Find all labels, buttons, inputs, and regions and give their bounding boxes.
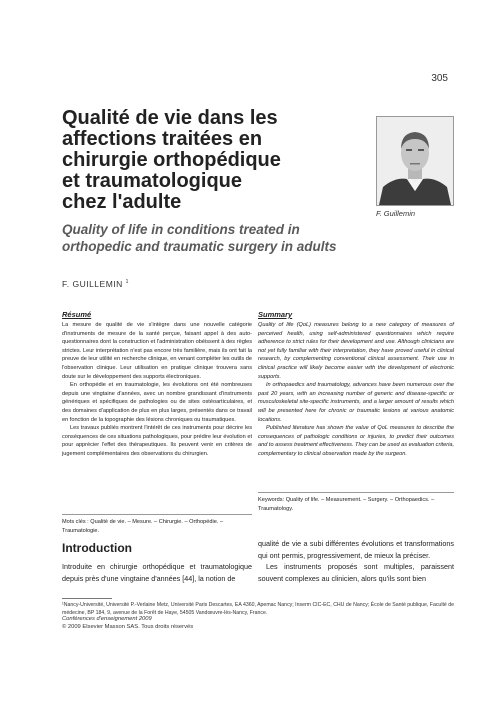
summary-heading: Summary — [258, 310, 293, 319]
page-footer — [62, 615, 193, 631]
title-line: chez l'adulte — [62, 191, 182, 213]
keywords-list: Qualité de vie. – Mesure. – Chirurgie. – Orthopédie. – Traumatologie. — [62, 519, 224, 534]
introduction-right-column — [258, 538, 454, 584]
copyright-notice: © 2009 Elsevier Masson SAS. Tous droits réservés — [62, 624, 194, 630]
summary-text — [258, 321, 454, 459]
article-subtitle — [62, 221, 382, 255]
resume-paragraph: En orthopédie et en traumatologie, les évolutions ont été nombreuses depuis une vingtaine d'années, avec un nombre grandissant d'instruments génériques et spécifiques de pathologies ou de sites ostéoarticulaires, et des domaines d'application de plus en plus larges, présentés dans ce travail en fonction de la topographie des lésions chroniques ou traumatiques. — [62, 382, 252, 423]
summary-paragraph: Quality of life (QoL) measures belong to a new category of measures of perceived health, using self-administered questionnaires which require adherence to strict rules for their development and use. Although clinicians are not yet fully familiar with their interpretation, they have proved useful in clinical research, by complementing conventional clinical assessment. Their use in clinical practice will likely become easier with the development of electronic supports. — [258, 322, 454, 380]
journal-name: Conférences d'enseignement 2009 — [62, 616, 152, 622]
resume-keywords — [62, 514, 252, 535]
page-number: 305 — [431, 73, 448, 84]
resume-heading: Résumé — [62, 310, 92, 319]
author-byline — [62, 279, 129, 289]
resume-paragraph: La mesure de qualité de vie s'intègre dans une nouvelle catégorie d'instruments de mesure de la santé perçue, faisant appel à des auto-questionnaires dont la construction et l'administration obéissent à des règles strictes. Leur interprétation n'est pas encore très familière, mais ils ont fait la preuve de leur utilité en recherche clinique, en venant compléter les outils de l'observation clinique. Leur utilisation en pratique clinique trouvera sans doute sur le développement des supports électroniques. — [62, 322, 252, 380]
footnote-divider — [62, 598, 112, 599]
article-title — [62, 108, 362, 213]
subtitle-line: Quality of life in conditions treated in — [62, 222, 300, 237]
resume-text — [62, 321, 252, 459]
summary-paragraph: In orthopaedics and traumatology, advances have been numerous over the past 20 years, with an increasing number of generic and disease-specific or musculoskeletal site-specific instruments, and a larger amount of results which will be presented here for chronic or traumatic lesions at various anatomic locations. — [258, 382, 454, 423]
photo-caption: F. Guillemin — [376, 209, 416, 218]
introduction-heading: Introduction — [62, 541, 132, 555]
affiliation-mark: 1 — [125, 279, 129, 286]
author-portrait-image — [377, 117, 453, 205]
summary-paragraph: Published literature has shown the value of QoL measures to describe the consequences of pathologic conditions or injuries, to predict their outcomes and to assess treatment effectiveness. They can be used as evaluation criteria, complementary to clinical observation made by the surgeon. — [258, 425, 454, 457]
summary-keywords — [258, 492, 454, 513]
subtitle-line: orthopedic and traumatic surgery in adults — [62, 239, 337, 254]
keywords-label: Keywords: — [258, 497, 285, 503]
title-line: et traumatologique — [62, 170, 243, 192]
introduction-paragraph: Les instruments proposés sont multiples, paraissent souvent complexes au clinicien, alors qu'ils sont bien — [258, 562, 454, 583]
introduction-left-column — [62, 561, 252, 584]
introduction-paragraph: qualité de vie a subi différentes évolutions et transformations qui ont permis, progressivement, de mieux la préciser. — [258, 539, 454, 560]
affiliation-footnote: ¹Nancy-Université, Université P.-Verlaine Metz, Université Paris Descartes, EA 4360, Apemac Nancy; Inserm CIC-EC, CHU de Nancy; École de Santé publique, Faculté de médecine, BP 184, 9, avenue de la Forêt de Haye, 54505 Vandœuvre-lès-Nancy, France. — [62, 602, 455, 616]
title-line: affections traitées en — [62, 128, 263, 150]
introduction-paragraph: Introduite en chirurgie orthopédique et traumatologique depuis près d'une vingtaine d'années [44], la notion de — [62, 562, 252, 583]
author-name: F. GUILLEMIN — [62, 279, 123, 289]
keywords-label: Mots clés : — [62, 519, 89, 525]
author-photo — [376, 116, 454, 206]
title-line: chirurgie orthopédique — [62, 149, 281, 171]
keywords-list: Quality of life. – Measurement. – Surgery. – Orthopaedics. – Traumatology. — [258, 497, 435, 512]
title-line: Qualité de vie dans les — [62, 107, 278, 129]
resume-paragraph: Les travaux publiés montrent l'intérêt de ces instruments pour décrire les conséquences de ces situations pathologiques, pour prédire leur évolution et pour apprécier l'effet des thérapeutiques. Ils peuvent venir en critères de jugement complémentaires des observations du chirurgien. — [62, 425, 253, 457]
